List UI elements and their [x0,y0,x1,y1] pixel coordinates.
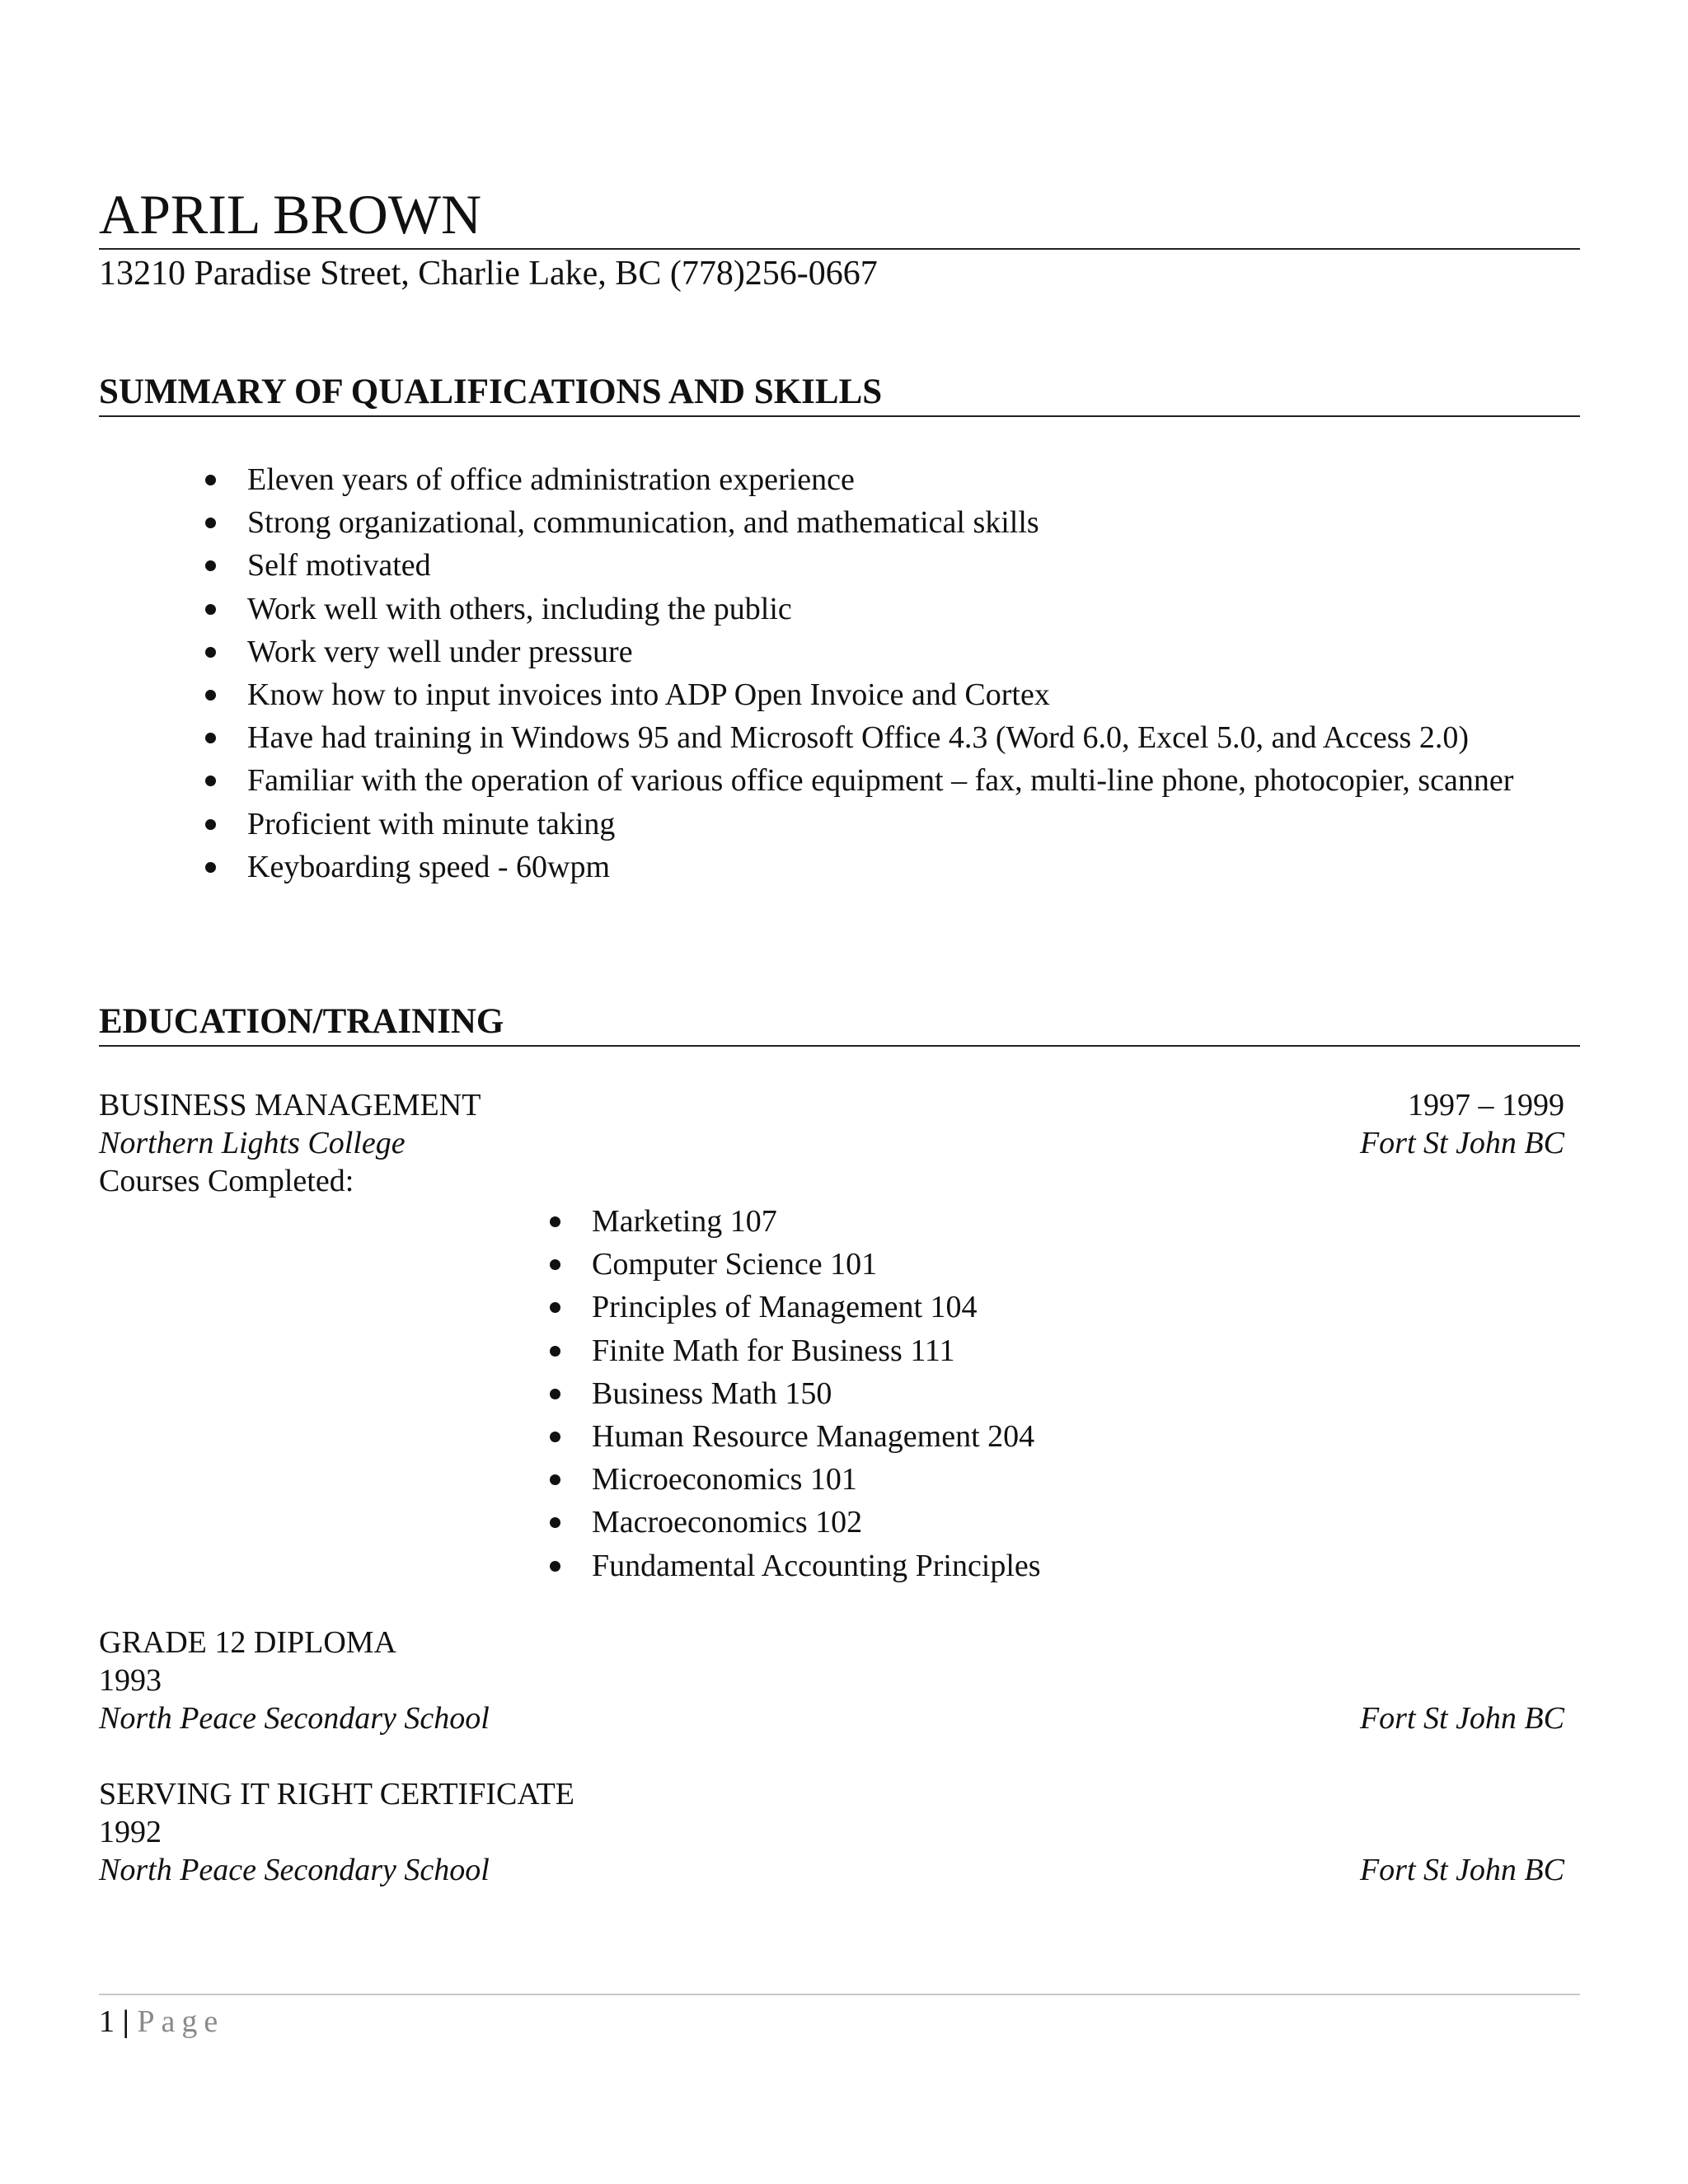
list-item: Familiar with the operation of various office equipment – fax, multi-line phone, photocopier, scanner [247,759,1513,802]
courses-list [592,1200,1041,1587]
page-number: 1 [99,2004,115,2039]
education-underline [99,1045,1580,1047]
summary-section-title: SUMMARY OF QUALIFICATIONS AND SKILLS [99,373,883,411]
list-item: Strong organizational, communication, and mathematical skills [247,501,1513,544]
list-item: Keyboarding speed - 60wpm [247,846,1513,888]
program-dates: 1997 – 1999 [1408,1088,1564,1122]
page-separator: | [122,2004,129,2039]
list-item: Macroeconomics 102 [592,1501,1041,1544]
footer-divider [99,1994,1580,1995]
school-location: Fort St John BC [1359,1853,1564,1887]
list-item: Self motivated [247,544,1513,587]
list-item: Work well with others, including the public [247,588,1513,630]
list-item: Know how to input invoices into ADP Open Invoice and Cortex [247,673,1513,716]
list-item: Have had training in Windows 95 and Microsoft Office 4.3 (Word 6.0, Excel 5.0, and Access 2.0) [247,716,1513,759]
list-item: Principles of Management 104 [592,1286,1041,1329]
school-name: Northern Lights College [99,1126,406,1160]
page-footer [99,2003,224,2041]
list-item: Proficient with minute taking [247,803,1513,846]
list-item: Computer Science 101 [592,1243,1041,1286]
applicant-name: APRIL BROWN [99,183,482,246]
skills-list [247,458,1513,888]
education-section-title: EDUCATION/TRAINING [99,1002,504,1041]
list-item: Fundamental Accounting Principles [592,1544,1041,1587]
name-underline [99,248,1580,250]
program-year: 1992 [99,1815,162,1849]
courses-label: Courses Completed: [99,1164,354,1198]
list-item: Work very well under pressure [247,630,1513,673]
page-label: Page [137,2004,225,2039]
list-item: Marketing 107 [592,1200,1041,1243]
program-name: SERVING IT RIGHT CERTIFICATE [99,1777,574,1811]
contact-line: 13210 Paradise Street, Charlie Lake, BC (778)256-0667 [99,255,878,293]
list-item: Finite Math for Business 111 [592,1329,1041,1372]
list-item: Business Math 150 [592,1372,1041,1415]
school-location: Fort St John BC [1359,1701,1564,1736]
list-item: Eleven years of office administration experience [247,458,1513,501]
program-name: GRADE 12 DIPLOMA [99,1625,396,1660]
school-location: Fort St John BC [1359,1126,1564,1160]
school-name: North Peace Secondary School [99,1701,490,1736]
program-name: BUSINESS MANAGEMENT [99,1088,481,1122]
list-item: Microeconomics 101 [592,1458,1041,1501]
list-item: Human Resource Management 204 [592,1415,1041,1458]
summary-underline [99,415,1580,417]
program-year: 1993 [99,1663,162,1698]
school-name: North Peace Secondary School [99,1853,490,1887]
